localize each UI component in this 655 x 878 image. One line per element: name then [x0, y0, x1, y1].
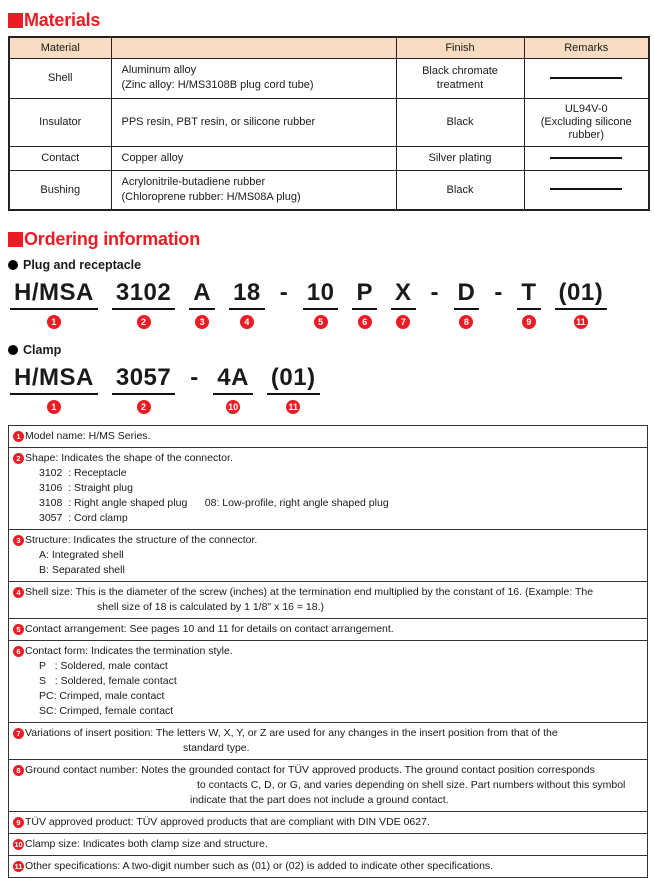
note-number-badge: 8 [13, 765, 24, 776]
part-number-segment [112, 280, 175, 329]
note-line: 3106 : Straight plug [39, 482, 133, 494]
note-text: Ground contact number: Notes the grounded contact for TÜV approved products. The ground contact position corresponds [25, 764, 595, 776]
note-box [8, 425, 648, 448]
note-line: 3057 : Cord clamp [39, 512, 128, 524]
part-number-segment [555, 280, 608, 329]
note-text: Contact form: Indicates the termination style. [25, 645, 233, 657]
note-line: S : Soldered, female contact [39, 675, 177, 687]
note-line: shell size of 18 is calculated by 1 1/8" x 16 = 18.) [97, 601, 324, 613]
note-box [8, 855, 648, 878]
material-cell: Shell [9, 58, 111, 98]
part-number-segment-text: A [189, 280, 215, 310]
description-cell: PPS resin, PBT resin, or silicone rubber [111, 98, 396, 146]
note-text: Other specifications: A two-digit number such as (01) or (02) is added to indicate other specifications. [25, 860, 494, 872]
segment-number-badge: 1 [47, 315, 61, 329]
finish-cell: Silver plating [396, 146, 524, 170]
part-number-segment-text: 10 [303, 280, 339, 310]
materials-table-header-row [9, 37, 649, 58]
part-number-segment [352, 280, 377, 329]
remarks-cell: UL94V-0 (Excluding silicone rubber) [524, 98, 649, 146]
part-number-segment-text: H/MSA [10, 365, 98, 395]
part-number-segment-text: (01) [267, 365, 320, 395]
note-number-badge: 2 [13, 453, 24, 464]
bullet-icon [8, 345, 18, 355]
part-number-segment-text: 3102 [112, 280, 175, 310]
description-cell: Copper alloy [111, 146, 396, 170]
note-text: Shell size: This is the diameter of the screw (inches) at the termination end multiplied by the constant of 16. (Example: The [25, 586, 594, 598]
part-number-segment-text: 3057 [112, 365, 175, 395]
part-number-segment-text: 4A [213, 365, 253, 395]
note-line [13, 763, 643, 778]
note-number-badge: 4 [13, 587, 24, 598]
separator-hyphen: - [494, 279, 503, 306]
description-cell: Aluminum alloy (Zinc alloy: H/MS3108B plug cord tube) [111, 58, 396, 98]
note-number-badge: 6 [13, 646, 24, 657]
materials-table-row [9, 170, 649, 210]
separator-hyphen: - [190, 364, 199, 391]
note-line: SC: Crimped, female contact [39, 705, 174, 717]
part-number-segment-text: 18 [229, 280, 265, 310]
column-header-finish: Finish [396, 37, 524, 58]
column-header-remarks: Remarks [524, 37, 649, 58]
datasheet-page [8, 10, 647, 878]
materials-table-body [9, 58, 649, 210]
segment-number-badge: 1 [47, 400, 61, 414]
segment-number-badge: 2 [137, 400, 151, 414]
note-box [8, 833, 648, 856]
part-number-segment [112, 365, 175, 414]
materials-table-row [9, 58, 649, 98]
part-number-segment [10, 365, 98, 414]
note-box [8, 722, 648, 760]
segment-number-badge: 5 [314, 315, 328, 329]
finish-cell: Black chromate treatment [396, 58, 524, 98]
note-box [8, 759, 648, 812]
note-line: A: Integrated shell [39, 549, 124, 561]
segment-number-badge: 2 [137, 315, 151, 329]
note-number-badge: 7 [13, 728, 24, 739]
note-text: Variations of insert position: The letters W, X, Y, or Z are used for any changes in the insert position from that of the [25, 727, 558, 739]
remarks-cell [524, 170, 649, 210]
note-text: Shape: Indicates the shape of the connector. [25, 452, 233, 464]
note-line [13, 726, 643, 741]
part-number-segment-text: P [352, 280, 377, 310]
materials-table [8, 36, 650, 211]
segment-number-badge: 3 [195, 315, 209, 329]
note-line: standard type. [183, 742, 250, 754]
part-number-segment-text: D [454, 280, 480, 310]
segment-number-badge: 11 [574, 315, 588, 329]
materials-section-heading [8, 10, 647, 31]
note-number-badge: 11 [14, 861, 23, 871]
part-number-separator [189, 365, 199, 391]
segment-number-badge: 6 [358, 315, 372, 329]
ordering-title: Ordering information [24, 229, 201, 249]
note-number-badge: 1 [13, 431, 24, 442]
column-header-material: Material [9, 37, 111, 58]
segment-number-badge: 9 [522, 315, 536, 329]
part-number-segment [454, 280, 480, 329]
note-line [13, 585, 643, 600]
note-line [13, 644, 643, 659]
note-line [13, 859, 643, 874]
separator-hyphen: - [279, 279, 288, 306]
note-line: P : Soldered, male contact [39, 660, 168, 672]
note-box [8, 529, 648, 582]
note-text: TÜV approved product: TÜV approved products that are compliant with DIN VDE 0627. [25, 816, 430, 828]
remarks-cell [524, 58, 649, 98]
note-box [8, 618, 648, 641]
note-line: to contacts C, D, or G, and varies depending on shell size. Part numbers without this symbol [197, 779, 626, 791]
ordering-section-heading [8, 229, 647, 250]
note-line [13, 622, 643, 637]
remarks-cell [524, 146, 649, 170]
part-number-separator [279, 280, 289, 306]
note-number-badge: 10 [14, 839, 23, 849]
note-line: 3102 : Receptacle [39, 467, 127, 479]
part-number-segment-text: H/MSA [10, 280, 98, 310]
note-text: Contact arrangement: See pages 10 and 11 for details on contact arrangement. [25, 623, 394, 635]
segment-number-badge: 11 [286, 400, 300, 414]
section-marker-icon [8, 13, 23, 28]
note-number-badge: 3 [13, 535, 24, 546]
note-line: indicate that the part does not include a ground contact. [190, 794, 449, 806]
materials-table-row [9, 98, 649, 146]
notes-list [8, 425, 648, 878]
note-line [13, 451, 643, 466]
material-cell: Bushing [9, 170, 111, 210]
part-number-segment [229, 280, 265, 329]
segment-number-badge: 8 [459, 315, 473, 329]
segment-number-badge: 4 [240, 315, 254, 329]
segment-number-badge: 10 [226, 400, 240, 414]
part-number-segment [213, 365, 253, 414]
note-text: Model name: H/MS Series. [25, 430, 151, 442]
separator-hyphen: - [430, 279, 439, 306]
note-line [13, 837, 643, 852]
description-cell: Acrylonitrile-butadiene rubber (Chloroprene rubber: H/MS08A plug) [111, 170, 396, 210]
part-number-segment-text: (01) [555, 280, 608, 310]
note-number-badge: 9 [13, 817, 24, 828]
note-box [8, 447, 648, 530]
note-box [8, 811, 648, 834]
no-remark-dash [550, 77, 622, 79]
part-number-segment [303, 280, 339, 329]
bullet-icon [8, 260, 18, 270]
note-line: B: Separated shell [39, 564, 125, 576]
clamp-label: Clamp [8, 343, 647, 357]
column-header-description [111, 37, 396, 58]
part-number-separator [493, 280, 503, 306]
note-line [13, 429, 643, 444]
note-text: Clamp size: Indicates both clamp size and structure. [25, 838, 268, 850]
note-line [13, 533, 643, 548]
part-number-segment-text: X [391, 280, 416, 310]
part-number-segment [189, 280, 215, 329]
note-line [13, 815, 643, 830]
section-marker-icon [8, 232, 23, 247]
note-box [8, 640, 648, 723]
part-number-segment [391, 280, 416, 329]
no-remark-dash [550, 157, 622, 159]
note-text: Structure: Indicates the structure of the connector. [25, 534, 258, 546]
clamp-part-number [10, 365, 647, 414]
finish-cell: Black [396, 98, 524, 146]
part-number-segment [10, 280, 98, 329]
material-cell: Insulator [9, 98, 111, 146]
plug-and-receptacle-label: Plug and receptacle [8, 258, 647, 272]
part-number-segment-text: T [517, 280, 540, 310]
materials-table-row [9, 146, 649, 170]
plug-part-number [10, 280, 647, 329]
finish-cell: Black [396, 170, 524, 210]
note-line: PC: Crimped, male contact [39, 690, 165, 702]
note-box [8, 581, 648, 619]
no-remark-dash [550, 188, 622, 190]
materials-title: Materials [24, 10, 101, 30]
segment-number-badge: 7 [396, 315, 410, 329]
note-line: 3108 : Right angle shaped plug 08: Low-profile, right angle shaped plug [39, 497, 389, 509]
part-number-segment [517, 280, 540, 329]
part-number-separator [430, 280, 440, 306]
note-number-badge: 5 [13, 624, 24, 635]
material-cell: Contact [9, 146, 111, 170]
part-number-segment [267, 365, 320, 414]
